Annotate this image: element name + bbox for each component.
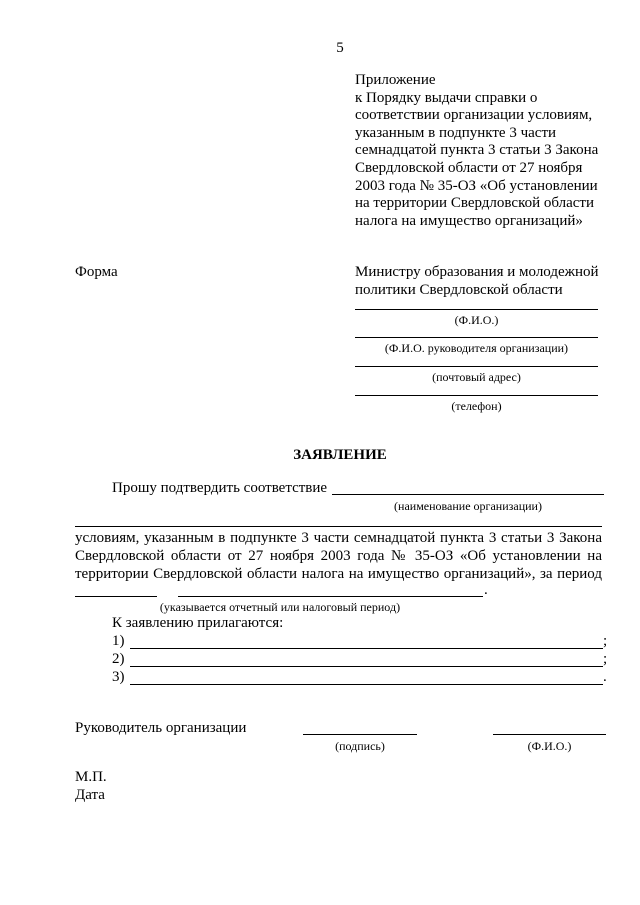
- attachment-end: ;: [603, 633, 608, 649]
- fio-caption: (Ф.И.О.): [454, 313, 499, 327]
- body-text-line: условиям, указанным в подпункте 3 части семнадцатой пункта 3 статьи 3 Закона: [75, 530, 602, 546]
- head-fio-caption: (Ф.И.О. руководителя организации): [384, 341, 569, 355]
- postal-address-line[interactable]: [355, 366, 598, 367]
- org-name-line-continued[interactable]: [75, 526, 602, 527]
- page-number: 5: [336, 40, 344, 56]
- addressee-line: политики Свердловской области: [355, 281, 563, 298]
- signature-label: Руководитель организации: [75, 720, 247, 736]
- attachment-line[interactable]: [130, 666, 603, 667]
- phone-caption: (телефон): [451, 399, 502, 413]
- addressee-line: Министру образования и молодежной: [355, 264, 599, 280]
- org-name-line[interactable]: [332, 494, 604, 495]
- signature-line[interactable]: [303, 734, 417, 735]
- addressee-block: [355, 264, 635, 299]
- head-fio-line[interactable]: [355, 337, 598, 338]
- period-caption: (указывается отчетный или налоговый период): [159, 600, 401, 614]
- signature-caption: (подпись): [335, 739, 385, 753]
- stamp-label: М.П.: [75, 769, 107, 785]
- appendix-line: Приложение: [355, 72, 436, 88]
- attachment-end: .: [603, 669, 607, 685]
- appendix-line: на территории Свердловской области: [355, 195, 595, 212]
- period-line[interactable]: [178, 596, 483, 597]
- appendix-line: соответствии организации условиям,: [355, 107, 593, 124]
- appendix-block: [355, 72, 630, 230]
- period-end-dot: .: [484, 582, 488, 598]
- appendix-line: налога на имущество организаций»: [355, 212, 583, 229]
- body-text-line: Свердловской области от 27 ноября 2003 года № 35-ОЗ «Об установлении на: [75, 548, 602, 564]
- postal-address-caption: (почтовый адрес): [432, 370, 521, 384]
- attachment-line[interactable]: [130, 684, 603, 685]
- body-text-line: территории Свердловской области налога на имущество организаций», за период: [75, 566, 602, 582]
- period-line-start[interactable]: [75, 596, 157, 597]
- signature-fio-caption: (Ф.И.О.): [527, 739, 572, 753]
- org-name-caption: (наименование организации): [394, 499, 542, 513]
- document-title: ЗАЯВЛЕНИЕ: [293, 447, 387, 463]
- request-text: Прошу подтвердить соответствие: [112, 480, 328, 496]
- attachment-number: 2): [112, 651, 125, 667]
- attachment-end: ;: [603, 651, 608, 667]
- signature-fio-line[interactable]: [493, 734, 606, 735]
- appendix-line: указанным в подпункте 3 части: [355, 124, 557, 141]
- form-label: Форма: [75, 264, 118, 280]
- appendix-line: к Порядку выдачи справки о: [355, 89, 538, 106]
- appendix-line: 2003 года № 35-ОЗ «Об установлении: [355, 177, 598, 194]
- attachment-line[interactable]: [130, 648, 603, 649]
- appendix-line: Свердловской области от 27 ноября: [355, 159, 583, 176]
- appendix-line: семнадцатой пункта 3 статьи 3 Закона: [355, 142, 599, 159]
- attachments-intro: К заявлению прилагаются:: [112, 615, 284, 631]
- fio-line[interactable]: [355, 309, 598, 310]
- date-label: Дата: [75, 787, 105, 803]
- attachment-number: 3): [112, 669, 125, 685]
- attachment-number: 1): [112, 633, 125, 649]
- phone-line[interactable]: [355, 395, 598, 396]
